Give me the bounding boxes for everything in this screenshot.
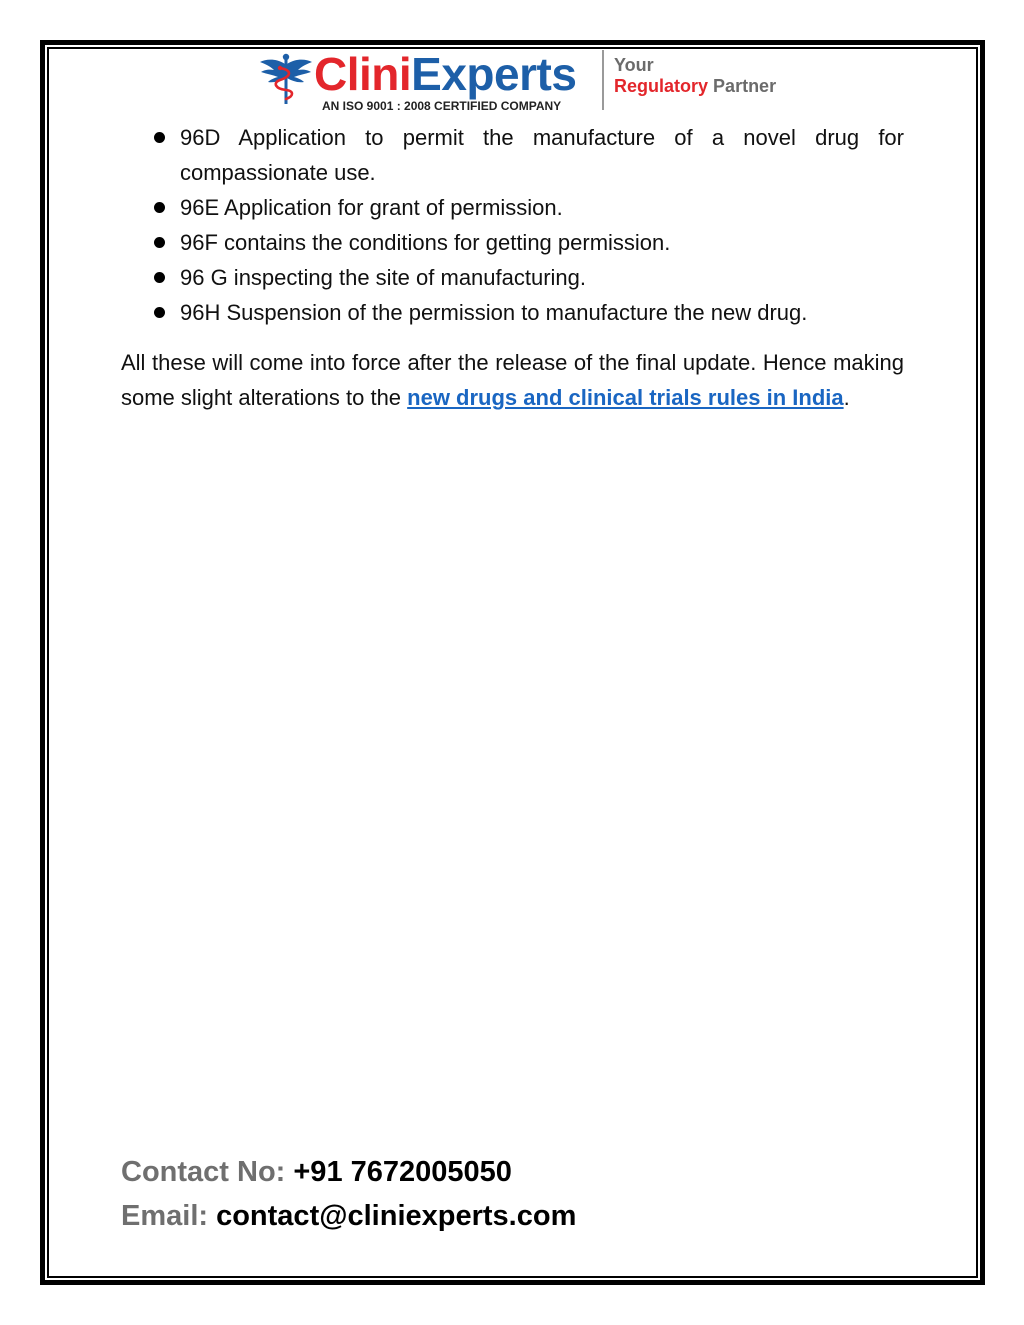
paragraph-text: All these will come into force after the release of the final update. Hence making some slight alterations to the <box>121 350 904 410</box>
new-drugs-rules-link[interactable]: new drugs and clinical trials rules in India <box>407 385 844 410</box>
logo-wordmark <box>314 48 576 100</box>
logo-tagline-your: Your <box>614 55 654 75</box>
bullet-item-96f: 96F contains the conditions for getting permission. <box>121 225 904 260</box>
bullet-item-96h: 96H Suspension of the permission to manufacture the new drug. <box>121 295 904 330</box>
cliniexperts-logo <box>258 48 778 114</box>
logo-tagline-partner: Partner <box>713 76 777 96</box>
bullet-item-96e: 96E Application for grant of permission. <box>121 190 904 225</box>
caduceus-wings-icon <box>258 50 314 106</box>
contact-email-label: Email: <box>121 1200 217 1232</box>
bullet-item-96g: 96 G inspecting the site of manufacturing. <box>121 260 904 295</box>
contact-phone-label: Contact No: <box>121 1156 294 1188</box>
logo-tagline-regulatory: Regulatory <box>614 76 709 96</box>
contact-email-value[interactable]: contact@cliniexperts.com <box>216 1200 577 1232</box>
logo-tagline-regulatory-partner <box>614 76 776 96</box>
bullet-list <box>121 120 904 330</box>
logo-name-experts: Experts <box>411 48 577 100</box>
contact-block <box>121 1150 576 1238</box>
summary-paragraph <box>121 345 904 415</box>
logo-divider <box>602 50 604 110</box>
paragraph-period: . <box>843 385 850 410</box>
contact-phone-value[interactable]: +91 7672005050 <box>293 1156 512 1188</box>
logo-name-clini: Clini <box>314 48 412 100</box>
bullet-item-96d: 96D Application to permit the manufacture of a novel drug for compassionate use. <box>121 120 904 190</box>
document-body <box>121 120 904 415</box>
logo-certification: AN ISO 9001 : 2008 CERTIFIED COMPANY <box>322 99 562 113</box>
contact-email-line <box>121 1194 576 1238</box>
contact-phone-line <box>121 1150 576 1194</box>
